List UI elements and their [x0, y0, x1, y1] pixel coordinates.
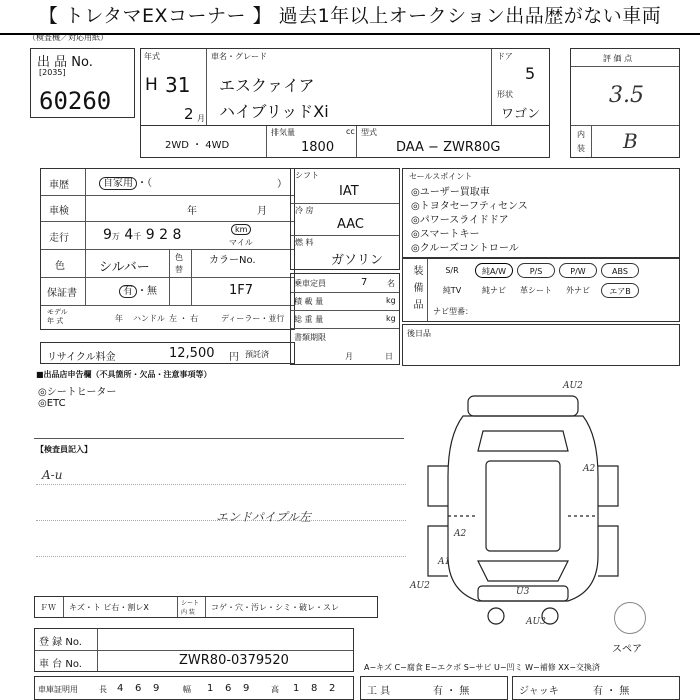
later-items-box: [402, 324, 680, 366]
later-items-label: 後日品: [407, 329, 431, 338]
damage-label: AU3: [526, 617, 546, 626]
color-code: 1F7: [229, 283, 254, 298]
mileage-value: [103, 227, 181, 243]
lot-number-box: [30, 48, 135, 118]
page-banner: 【 トレタマEXコーナー 】 過去1年以上オークション出品歴がない車両: [0, 0, 700, 35]
tools-value: 有 ・ 無: [433, 686, 470, 697]
equipment-pw: P/W: [559, 263, 597, 278]
history-suffix: ・（: [137, 178, 152, 189]
dealer-value: ディーラー・並行: [221, 314, 285, 323]
history-label: 車歴: [49, 180, 69, 191]
color-code-label: カラーNo.: [209, 255, 256, 266]
era: H: [145, 75, 158, 95]
car-grade: ハイブリッドXi: [219, 102, 329, 121]
sales-point-item: ◎トヨタセーフティセンス: [411, 201, 528, 212]
seat-label-2: 内 装: [181, 609, 195, 616]
fw-label: ＦＷ: [40, 603, 56, 612]
width-digit: 6: [225, 683, 232, 694]
gross-label: 総 重 量: [294, 315, 324, 324]
damage-legend: A−キズ C−腐食 E−エクボ S−サビ U−凹ミ W−補修 XX−交換済: [364, 663, 600, 672]
spare-label: スペア: [612, 644, 642, 655]
length-digit: 6: [135, 683, 142, 694]
fuel-value: ガソリン: [331, 253, 384, 268]
inspector-note-line: A-u: [42, 468, 63, 482]
roof: [486, 461, 560, 551]
displacement: 1800: [301, 140, 335, 155]
mileage-km: km: [231, 224, 251, 235]
sales-point-item: ◎スマートキー: [411, 229, 480, 240]
warranty-sep: ・: [137, 286, 147, 297]
equipment-leather: 革シート: [520, 286, 552, 295]
chassis-label: 車 台 No.: [39, 659, 82, 670]
warranty-label: 保証書: [47, 288, 77, 299]
model-code: DAA − ZWR80G: [396, 140, 501, 155]
equipment-abs: ABS: [601, 263, 639, 278]
fw-value: キズ・ト ビ右・割レX: [69, 603, 149, 612]
front-left-wheel: [488, 608, 504, 624]
sales-points-box: [402, 168, 680, 258]
inspector-notes-label: 【検査員記入】: [36, 445, 92, 454]
inspection-label: 車検: [49, 206, 69, 217]
shift-box: [290, 168, 400, 270]
color-value: シルバー: [99, 260, 150, 275]
car-name: エスクァイア: [219, 76, 315, 95]
registration-label: 登 録 No.: [39, 637, 82, 648]
score-box: [570, 48, 680, 158]
load-unit: kg: [386, 296, 396, 305]
name-label: 車名・グレード: [211, 52, 267, 61]
seat-value: コゲ・穴・汚レ・シミ・破レ・スレ: [211, 603, 339, 612]
cc-unit: cc: [346, 127, 355, 136]
history-close: ）: [277, 179, 287, 190]
history-value-wrap: [99, 174, 152, 189]
interior-label-2: 装: [577, 144, 585, 153]
history-value: 自家用: [99, 177, 137, 190]
interior-grade: B: [623, 129, 638, 153]
height-digit: 8: [311, 683, 318, 694]
width-label: 幅: [183, 685, 191, 694]
vehicle-info-box: [40, 168, 295, 330]
width-digit: 1: [207, 683, 214, 694]
equipment-genuine-aw: 純A/W: [475, 263, 513, 278]
jack-label: ジャッキ: [519, 686, 559, 697]
load-label: 積 載 量: [294, 297, 324, 306]
handle-label: ハンドル: [133, 314, 165, 323]
fw-interior-row: [34, 596, 378, 618]
spare-tire-icon: [614, 602, 646, 634]
handle-value: 左 ・ 右: [169, 314, 199, 323]
registration-box: [34, 628, 354, 672]
gross-unit: kg: [386, 314, 396, 323]
interior-label-1: 内: [577, 130, 585, 139]
month-unit: 月: [197, 114, 205, 123]
warranty-no: 無: [147, 286, 157, 297]
deadline-day: 日: [385, 352, 393, 361]
damage-label: U3: [516, 587, 530, 597]
recycle-label: リサイクル料金: [47, 352, 116, 363]
warranty-yes: 有: [119, 285, 137, 298]
jack-box: [512, 676, 680, 700]
equipment-ps: P/S: [517, 263, 555, 278]
navi-model-label: ナビ型番：: [433, 307, 473, 316]
score-label: 評 価 点: [603, 54, 633, 63]
equipment-sunroof: S/R: [445, 266, 459, 275]
disp-label: 排気量: [271, 128, 295, 137]
length-label: 長: [99, 685, 107, 694]
mileage-d3: 2: [159, 227, 169, 243]
capacity-box: [290, 273, 400, 365]
height-digit: 1: [293, 683, 300, 694]
body-shape: ワゴン: [501, 107, 541, 122]
lot-label: 出 品 No.: [37, 55, 93, 70]
deadline-month: 月: [345, 352, 353, 361]
damage-label: A2: [583, 464, 596, 474]
recycle-note: 預託済: [245, 350, 269, 359]
vehicle-header-box: [140, 48, 550, 126]
sheet-sub-label: （検査機／対応用紙）: [28, 33, 108, 42]
damage-label: A2: [454, 529, 467, 539]
vehicle-spec-row: [140, 125, 550, 158]
seat-label-1: シート: [181, 600, 200, 607]
mileage-d1: 4: [124, 227, 134, 243]
auction-sheet: [10, 33, 690, 700]
width-digit: 9: [243, 683, 250, 694]
rear-window: [478, 431, 568, 451]
mileage-label: 走行: [49, 233, 69, 244]
inspection-month-unit: 月: [257, 206, 267, 217]
rear-bumper: [468, 396, 578, 416]
shape-label: 形状: [497, 90, 513, 99]
model-year-label-1: モデル: [47, 308, 68, 316]
color-label: 色: [55, 261, 65, 272]
tools-box: [360, 676, 508, 700]
lot-code: [2035]: [39, 68, 66, 77]
right-front-side: [598, 526, 618, 576]
fuel-label: 燃 料: [295, 238, 314, 247]
warranty-options: [119, 282, 157, 297]
windshield: [478, 561, 568, 581]
model-month: 2: [184, 105, 194, 123]
recycle-unit: 円: [229, 352, 239, 363]
equipment-box: [402, 258, 680, 322]
seller-note-item: ◎シートヒーター: [38, 387, 117, 398]
doors: 5: [525, 64, 536, 83]
seats-label: 乗車定員: [294, 279, 326, 288]
mileage-man-unit: 万: [111, 232, 120, 241]
seller-notes-label: ■出品店申告欄（不具箇所・欠品・注意事項等）: [36, 370, 212, 379]
mileage-mile: マイル: [229, 238, 253, 247]
inspection-year-unit: 年: [187, 206, 197, 217]
deadline-label: 書類期限: [294, 333, 326, 342]
shift-value: IAT: [339, 184, 359, 199]
equipment-genuine-tv: 純TV: [442, 286, 462, 295]
seats-value: 7: [361, 277, 368, 288]
equipment-genuine-navi: 純ナビ: [482, 286, 506, 295]
ac-value: AAC: [337, 217, 364, 232]
lot-number: 60260: [39, 87, 112, 115]
car-damage-diagram: [408, 376, 638, 626]
inspector-note-line: エンドパイプル左: [216, 510, 311, 524]
model-year-unit: 年: [115, 314, 123, 323]
left-front-side: [428, 526, 451, 576]
length-digit: 4: [117, 683, 124, 694]
model-label: 型式: [361, 128, 377, 137]
sales-point-item: ◎パワースライドドア: [411, 215, 509, 226]
shift-label: シフト: [295, 171, 319, 180]
ac-label: 冷 房: [295, 206, 314, 215]
color-change-label-1: 色: [175, 253, 183, 262]
left-rear-side: [428, 466, 448, 506]
seats-unit: 名: [387, 279, 395, 288]
drive-type: 2WD ・ 4WD: [165, 140, 230, 151]
sales-point-item: ◎クルーズコントロール: [411, 243, 519, 254]
seller-note-item: ◎ETC: [38, 398, 66, 409]
certificate-label: 車庫証明用: [38, 685, 78, 694]
damage-label: AU2: [410, 581, 430, 591]
model-year: 31: [165, 73, 191, 97]
score-value: 3.5: [609, 83, 644, 108]
mileage-d4: 8: [172, 227, 182, 243]
recycle-fee: 12,500: [169, 346, 215, 361]
mileage-sen-unit: 千: [133, 232, 142, 241]
equipment-airbag: エアB: [601, 283, 639, 298]
right-rear-side: [598, 466, 618, 506]
sales-points-label: セールスポイント: [409, 172, 473, 181]
equipment-label: 装 備 品: [411, 265, 422, 312]
length-digit: 9: [153, 683, 160, 694]
door-label: ドア: [497, 52, 513, 61]
model-year-label-2: 年 式: [47, 317, 64, 325]
equipment-ext-navi: 外ナビ: [566, 286, 590, 295]
damage-label: A1: [438, 557, 451, 567]
mileage-man: 9: [103, 227, 112, 243]
recycle-box: [40, 342, 295, 364]
car-body-outline: [448, 416, 598, 601]
certificate-box: [34, 676, 354, 700]
height-digit: 2: [329, 683, 336, 694]
mileage-d2: 9: [145, 227, 155, 243]
color-change-label-2: 替: [175, 265, 183, 274]
jack-value: 有 ・ 無: [593, 686, 630, 697]
year-label: 年式: [144, 52, 160, 61]
damage-label: AU2: [563, 381, 583, 391]
sales-point-item: ◎ユーザー買取車: [411, 187, 490, 198]
chassis-number: ZWR80-0379520: [179, 653, 289, 668]
height-label: 高: [271, 685, 279, 694]
tools-label: 工 具: [367, 686, 391, 697]
